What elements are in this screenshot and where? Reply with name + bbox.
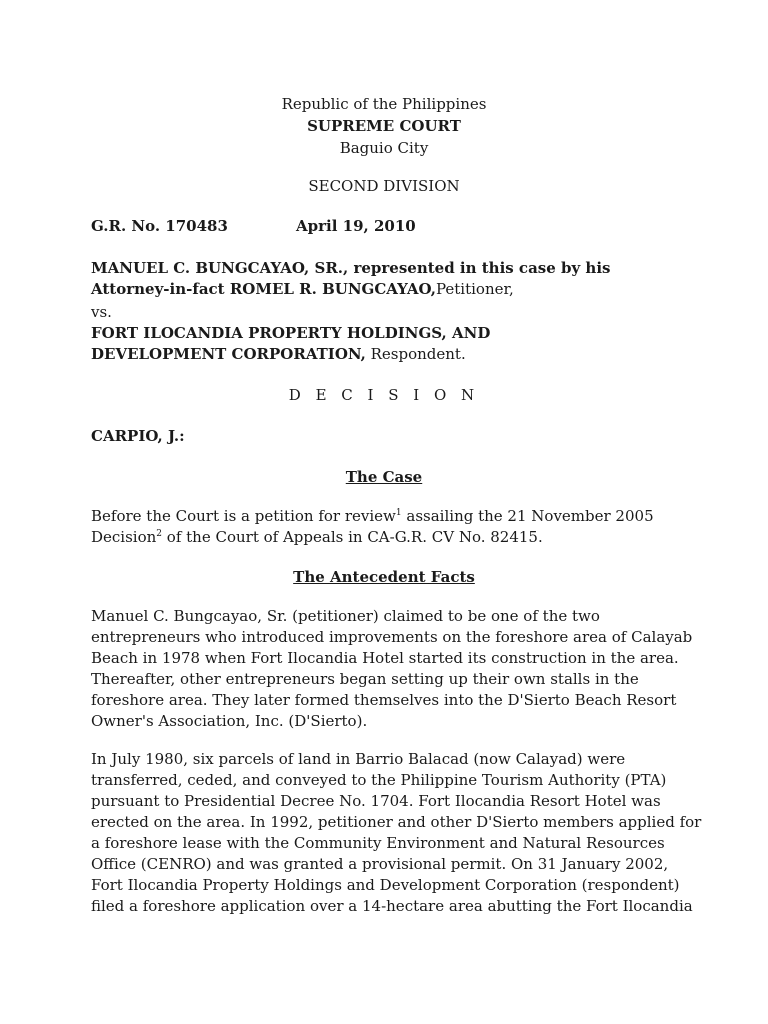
text-line: Beach in 1978 when Fort Ilocandia Hotel started its construction in the area. [91,649,679,667]
text-line: a foreshore lease with the Community Environment and Natural Resources [91,834,665,852]
text-line: Office (CENRO) and was granted a provisional permit. On 31 January 2002, [91,855,669,873]
gr-number: G.R. No. 170483 [91,217,228,235]
case-text-1: Before the Court is a petition for review [91,507,396,525]
text-line: transferred, ceded, and conveyed to the Philippine Tourism Authority (PTA) [91,771,667,789]
text-line: foreshore area. They later formed themselves into the D'Sierto Beach Resort [91,691,677,709]
text-line: pursuant to Presidential Decree No. 1704. Fort Ilocandia Resort Hotel was [91,792,661,810]
footnote-1[interactable]: 1 [395,508,402,518]
decision-title: D E C I S I O N [288,386,480,404]
footnote-2[interactable]: 2 [156,529,163,539]
ponente: CARPIO, J.: [91,427,185,445]
case-text-2: assailing the 21 November 2005 [401,507,654,525]
text-line: erected on the area. In 1992, petitioner and other D'Sierto members applied for [91,813,702,831]
text-line: Fort Ilocandia Property Holdings and Development Corporation (respondent) [91,876,680,894]
case-date: April 19, 2010 [296,217,416,235]
petitioner-block [91,258,681,300]
text-line: Manuel C. Bungcayao, Sr. (petitioner) claimed to be one of the two [91,607,600,625]
case-line [91,216,691,237]
case-text-4: of the Court of Appeals in CA-G.R. CV No. 82415. [162,528,543,546]
versus: vs. [91,303,112,321]
respondent-name: FORT ILOCANDIA PROPERTY HOLDINGS, AND DEVELOPMENT CORPORATION, [91,324,491,363]
heading-antecedent-facts: The Antecedent Facts [293,568,475,586]
petitioner-name: MANUEL C. BUNGCAYAO, SR., represented in this case by his Attorney-in-fact ROMEL R. BUNGCAYAO, [91,259,611,298]
petitioner-role: Petitioner, [435,280,514,298]
text-line: Owner's Association, Inc. (D'Sierto). [91,712,368,730]
court-name: SUPREME COURT [307,117,461,135]
text-line: filed a foreshore application over a 14-hectare area abutting the Fort Ilocandia [91,897,693,915]
text-line: Thereafter, other entrepreneurs began setting up their own stalls in the [91,670,639,688]
court-city: Baguio City [339,139,429,157]
text-line: In July 1980, six parcels of land in Barrio Balacad (now Calayad) were [91,750,626,768]
text-line: entrepreneurs who introduced improvements on the foreshore area of Calayab [91,628,693,646]
heading-the-case: The Case [345,468,423,486]
case-paragraph [91,506,691,548]
facts-paragraph-2 [91,749,711,917]
republic-line: Republic of the Philippines [281,95,487,113]
facts-paragraph-1 [91,606,711,732]
respondent-role: Respondent. [365,345,466,363]
division-name: SECOND DIVISION [308,177,460,195]
case-text-3: Decision [91,528,157,546]
respondent-block [91,323,601,365]
